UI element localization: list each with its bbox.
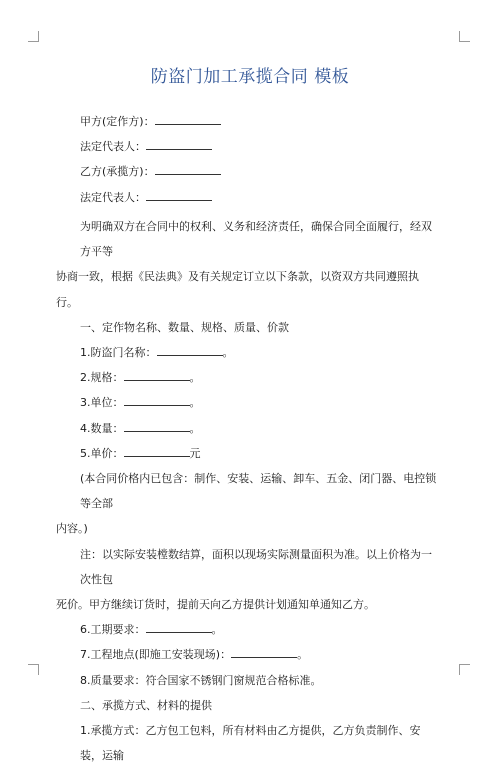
item-1-blank: [157, 344, 223, 356]
note-line-1: 注：以实际安装樘数结算，面积以现场实际测量面积为准。以上价格为一次性包: [80, 547, 432, 586]
item-4: 4.数量： 。: [80, 421, 201, 435]
intro-line-2: 协商一致，根据《民法典》及有关规定订立以下条款，以资双方共同遵照执行。: [56, 270, 419, 309]
rep-a-blank: [146, 138, 212, 150]
item-3-blank: [124, 394, 190, 406]
price-note-line-1: (本合同价格内已包含：制作、安装、运输、卸车、五金、闭门器、电控锁等全部: [80, 472, 437, 511]
party-b-blank: [155, 163, 221, 175]
crop-mark-top-left: [28, 31, 39, 42]
document-title: 防盗门加工承揽合同 模板: [150, 67, 350, 87]
item-6-blank: [146, 621, 212, 633]
section-1-heading: 一、定作物名称、数量、规格、质量、价款: [80, 320, 289, 334]
item-5: 5.单价： 元: [80, 446, 201, 460]
item-7-blank: [231, 646, 297, 658]
item-9: 1.承揽方式：乙方包工包料，所有材料由乙方提供，乙方负责制作、安装，运输: [80, 724, 421, 763]
item-7: 7.工程地点(即施工安装现场)： 。: [80, 648, 309, 662]
rep-b-label: 法定代表人：: [80, 190, 146, 204]
contract-header: [80, 113, 440, 214]
item-8: 8.质量要求：符合国家不锈钢门窗规范合格标准。: [80, 673, 322, 687]
item-2-blank: [124, 369, 190, 381]
item-6: 6.工期要求： 。: [80, 623, 223, 637]
item-5-blank: [124, 445, 190, 457]
rep-b-line: [80, 189, 440, 214]
party-a-blank: [155, 113, 221, 125]
rep-a-line: [80, 138, 440, 163]
rep-a-label: 法定代表人：: [80, 140, 146, 154]
item-3: 3.单位： 。: [80, 396, 201, 410]
crop-mark-bottom-left: [28, 664, 39, 675]
item-2: 2.规格： 。: [80, 371, 201, 385]
intro-line-1: 为明确双方在合同中的权利、义务和经济责任，确保合同全面履行，经双方平等: [80, 220, 432, 259]
party-a-label: 甲方(定作方)：: [80, 115, 155, 128]
contract-body: [56, 214, 440, 768]
crop-mark-top-right: [459, 31, 470, 42]
item-4-blank: [124, 420, 190, 432]
party-b-line: [80, 163, 440, 188]
section-2-heading: 二、承揽方式、材料的提供: [80, 698, 212, 712]
crop-mark-bottom-right: [459, 664, 470, 675]
party-b-label: 乙方(承揽方)：: [80, 165, 155, 179]
item-1: 1.防盗门名称： 。: [80, 346, 234, 360]
party-a-line: [80, 113, 440, 138]
note-line-2: 死价。甲方继续订货时，提前天向乙方提供计划通知单通知乙方。: [56, 598, 375, 612]
rep-b-blank: [146, 189, 212, 201]
price-note-line-2: 内容。): [56, 522, 88, 536]
